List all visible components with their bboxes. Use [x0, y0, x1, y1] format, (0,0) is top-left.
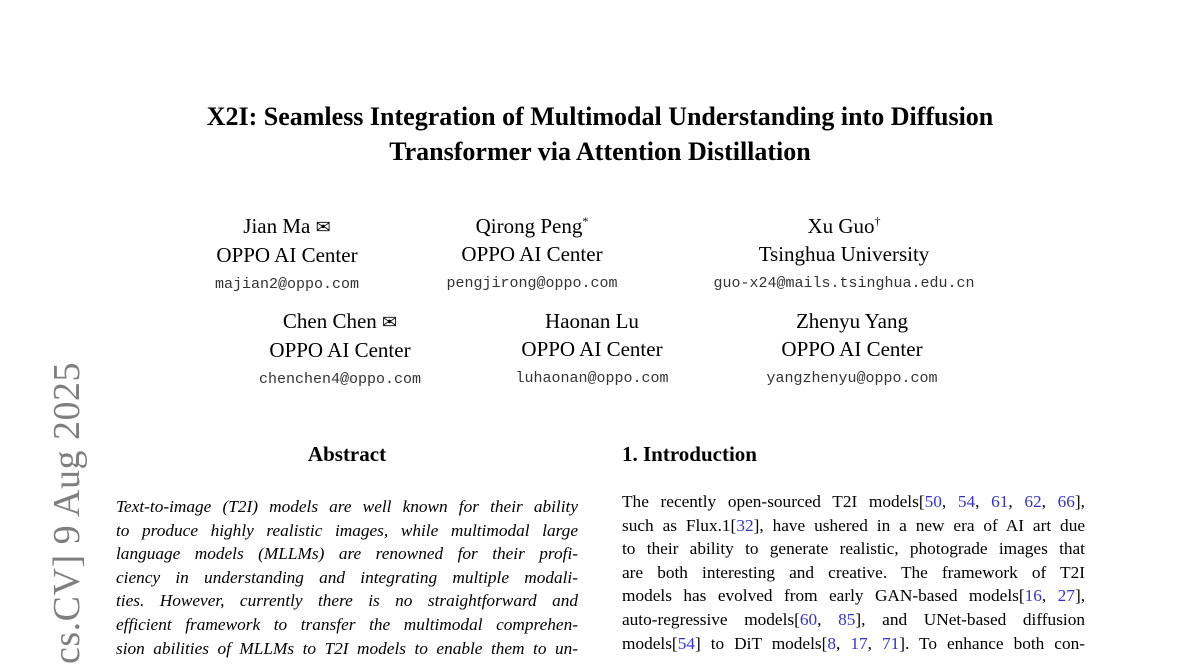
- introduction-text: ,: [817, 609, 839, 629]
- introduction-text: models[: [622, 633, 678, 653]
- introduction-line: [622, 514, 1085, 538]
- introduction-text: models has evolved from early GAN-based models[: [622, 586, 1025, 606]
- abstract-body: [116, 495, 578, 660]
- citation-link[interactable]: 16: [1024, 586, 1042, 606]
- introduction-text: ]. To enhance both con-: [899, 633, 1086, 653]
- author-affiliation: OPPO AI Center: [461, 242, 603, 266]
- introduction-line: [622, 608, 1085, 632]
- corresponding-envelope-icon: ✉: [315, 217, 331, 237]
- introduction-text: ],: [1074, 586, 1086, 606]
- author-affiliation: OPPO AI Center: [781, 337, 923, 361]
- introduction-text: ],: [1074, 492, 1085, 511]
- abstract-line: Text-to-image (T2I) models are well known for their ability: [116, 497, 578, 516]
- citation-link[interactable]: 85: [838, 609, 856, 629]
- citation-link[interactable]: 66: [1057, 492, 1075, 511]
- introduction-text: ,: [941, 492, 958, 511]
- introduction-text: to their ability to generate realistic, photograde images that: [622, 539, 1085, 559]
- author-name: Jian Ma: [243, 214, 311, 238]
- introduction-line: [622, 632, 1085, 656]
- paper-title-line-2: Transformer via Attention Distillation: [389, 137, 811, 166]
- abstract-line: language models (MLLMs) are renowned for their profi-: [116, 544, 578, 564]
- author-name: Chen Chen: [282, 309, 377, 333]
- paper-title: [100, 99, 1100, 169]
- author-block: [362, 212, 702, 300]
- author-email[interactable]: chenchen4@oppo.com: [258, 371, 422, 388]
- corresponding-envelope-icon: ✉: [382, 312, 398, 332]
- author-email[interactable]: luhaonan@oppo.com: [515, 370, 669, 387]
- introduction-text: such as Flux.1[: [622, 515, 737, 535]
- introduction-text: ,: [867, 633, 882, 653]
- author-email[interactable]: majian2@oppo.com: [214, 276, 360, 293]
- abstract-line: efficient framework to transfer the multimodal comprehen-: [116, 614, 578, 634]
- introduction-text: are both interesting and creative. The framework of T2I: [622, 562, 1085, 582]
- author-affiliation: OPPO AI Center: [521, 337, 663, 361]
- introduction-text: The recently open-sourced T2I models[: [622, 492, 925, 511]
- abstract-line: sion abilities of MLLMs to T2I models to enable them to un-: [116, 638, 578, 658]
- arxiv-identifier: cs.CV] 9 Aug 2025: [46, 362, 88, 664]
- introduction-text: ,: [975, 492, 992, 511]
- citation-link[interactable]: 17: [850, 633, 868, 653]
- introduction-line: [622, 561, 1085, 585]
- introduction-text: ,: [1041, 492, 1058, 511]
- citation-link[interactable]: 50: [924, 492, 942, 511]
- introduction-text: ,: [1008, 492, 1025, 511]
- author-block: [682, 307, 1022, 395]
- introduction-text: ,: [1041, 586, 1058, 606]
- citation-link[interactable]: 8: [827, 633, 837, 653]
- introduction-text: auto-regressive models[: [622, 609, 800, 629]
- citation-link[interactable]: 54: [957, 492, 976, 511]
- author-email[interactable]: guo-x24@mails.tsinghua.edu.cn: [713, 275, 975, 292]
- footnote-mark: †: [874, 214, 881, 228]
- introduction-text: ,: [836, 633, 851, 653]
- abstract-line: to produce highly realistic images, while multimodal large: [116, 520, 578, 540]
- citation-link[interactable]: 27: [1057, 586, 1075, 606]
- equal-contribution-mark: *: [582, 214, 589, 228]
- citation-link[interactable]: 54: [677, 633, 695, 653]
- author-email[interactable]: yangzhenyu@oppo.com: [766, 370, 938, 387]
- introduction-line: [622, 537, 1085, 561]
- citation-link[interactable]: 60: [799, 609, 818, 629]
- introduction-text: ], and UNet-based diffusion: [855, 609, 1086, 629]
- citation-link[interactable]: 71: [881, 633, 900, 653]
- author-name: Xu Guo: [807, 214, 875, 238]
- abstract-line: ciency in understanding and integrating multiple modali-: [116, 567, 578, 587]
- author-affiliation: Tsinghua University: [758, 242, 930, 266]
- abstract-heading: Abstract: [307, 442, 387, 466]
- introduction-text: ], have ushered in a new era of AI art due: [753, 515, 1085, 535]
- introduction-text: ] to DiT models[: [694, 633, 828, 653]
- abstract-line: ties. However, currently there is no straightforward and: [116, 591, 578, 611]
- introduction-body: [622, 490, 1085, 655]
- author-email[interactable]: pengjirong@oppo.com: [446, 275, 618, 292]
- author-affiliation: OPPO AI Center: [269, 338, 411, 362]
- author-block: [674, 212, 1014, 300]
- introduction-line: [622, 584, 1085, 608]
- citation-link[interactable]: 32: [736, 515, 754, 535]
- citation-link[interactable]: 61: [991, 492, 1009, 511]
- paper-title-line-1: X2I: Seamless Integration of Multimodal Understanding into Diffusion: [206, 102, 994, 131]
- author-affiliation: OPPO AI Center: [216, 243, 358, 267]
- citation-link[interactable]: 62: [1024, 492, 1042, 511]
- introduction-line: [622, 490, 1085, 514]
- author-name: Haonan Lu: [545, 309, 639, 333]
- author-name: Qirong Peng: [475, 214, 583, 238]
- section-heading-introduction: 1. Introduction: [622, 442, 757, 466]
- author-name: Zhenyu Yang: [795, 309, 908, 333]
